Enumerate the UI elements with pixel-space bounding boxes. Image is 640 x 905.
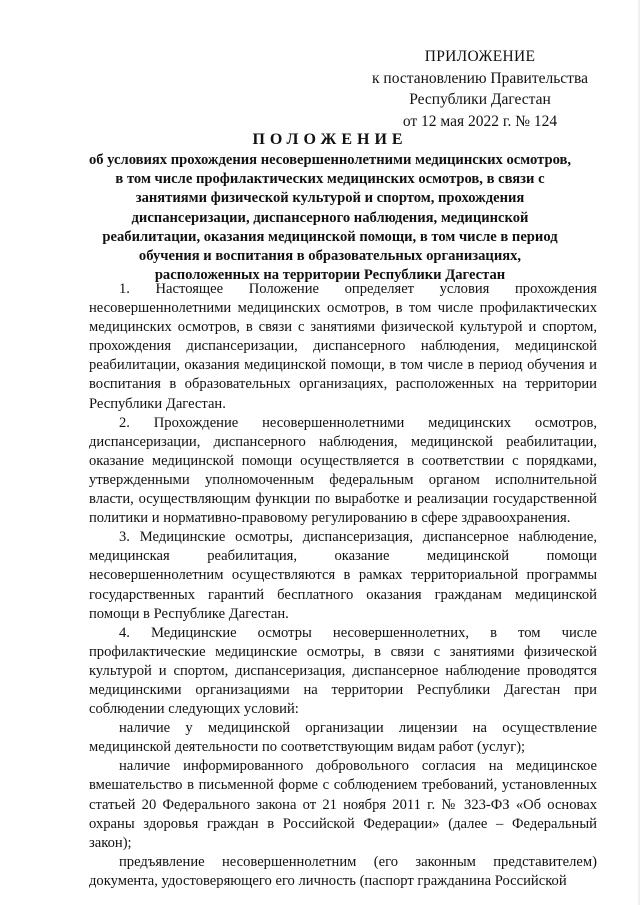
paragraph-3: 3. Медицинские осмотры, диспансеризация, диспансерное наблюдение, медицинская реабилитация, оказание медицинской помощи несовершеннолетним осуществляются в рамках территориальной программы государственных гарантий бесплатного оказания гражданам медицинской помощи в Республике Дагестан. [89, 529, 597, 622]
document-subtitle [80, 151, 580, 285]
document-body [89, 280, 597, 891]
subtitle-line: реабилитации, оказания медицинской помощи, в том числе в период [102, 228, 558, 245]
appendix-decree-ref: к постановлению Правительства [372, 69, 588, 87]
subtitle-line: в том числе профилактических медицинских осмотров, в связи с [115, 171, 545, 188]
paragraph-1: 1. Настоящее Положение определяет условия прохождения несовершеннолетними медицинских осмотров, в том числе профилактических медицинских осмотров, в связи с занятиями физической культурой и спортом, прохождения диспансеризации, диспансерного наблюдения, медицинской реабилитации, оказания медицинской помощи, в том числе в период обучения и воспитания в образовательных организациях, расположенных на территории Республики Дагестан. [89, 281, 597, 412]
appendix-government: Республики Дагестан [409, 91, 551, 108]
paragraph-4: 4. Медицинские осмотры несовершеннолетних, в том числе профилактические медицинские осмотры, в связи с занятиями физической культурой и спортом, диспансеризация, диспансерное наблюдение проводятся медицинскими организациями на территории Республики Дагестан при соблюдении следующих условий: [89, 624, 597, 718]
paragraph-2: 2. Прохождение несовершеннолетними медицинских осмотров, диспансеризации, диспансерного наблюдения, медицинской реабилитации, оказание медицинской помощи осуществляется в соответствии с порядками, утвержденными уполномоченным федеральным органом исполнительной власти, осуществляющим функции по выработке и реализации государственной политики и нормативно-правовому регулированию в сфере здравоохранения. [89, 414, 597, 527]
document-title: ПОЛОЖЕНИЕ [252, 131, 408, 148]
condition-license: наличие у медицинской организации лицензии на осуществление медицинской деятельности по соответствующим видам работ (услуг); [89, 720, 597, 756]
appendix-block [360, 46, 600, 132]
condition-consent: наличие информированного добровольного согласия на медицинское вмешательство в письменной форме с соблюдением требований, установленных статьей 20 Федерального закона от 21 ноября 2011 г. № 323-ФЗ «Об основах охраны здоровья граждан в Российской Федерации» (далее – Федеральный закон); [89, 758, 597, 851]
subtitle-line: диспансеризации, диспансерного наблюдения, медицинской [131, 209, 529, 226]
condition-identity-document: предъявление несовершеннолетним (его законным представителем) документа, удостоверяющего его личность (паспорт гражданина Российской [89, 853, 597, 889]
subtitle-line: занятиями физической культурой и спортом, прохождения [135, 190, 525, 207]
subtitle-line: об условиях прохождения несовершеннолетними медицинских осмотров, [88, 152, 572, 168]
appendix-date-number: от 12 мая 2022 г. № 124 [402, 112, 558, 130]
subtitle-line: обучения и воспитания в образовательных организациях, [138, 248, 522, 265]
appendix-heading: ПРИЛОЖЕНИЕ [424, 48, 536, 65]
subtitle-line: расположенных на территории Республики Дагестан [154, 267, 506, 284]
